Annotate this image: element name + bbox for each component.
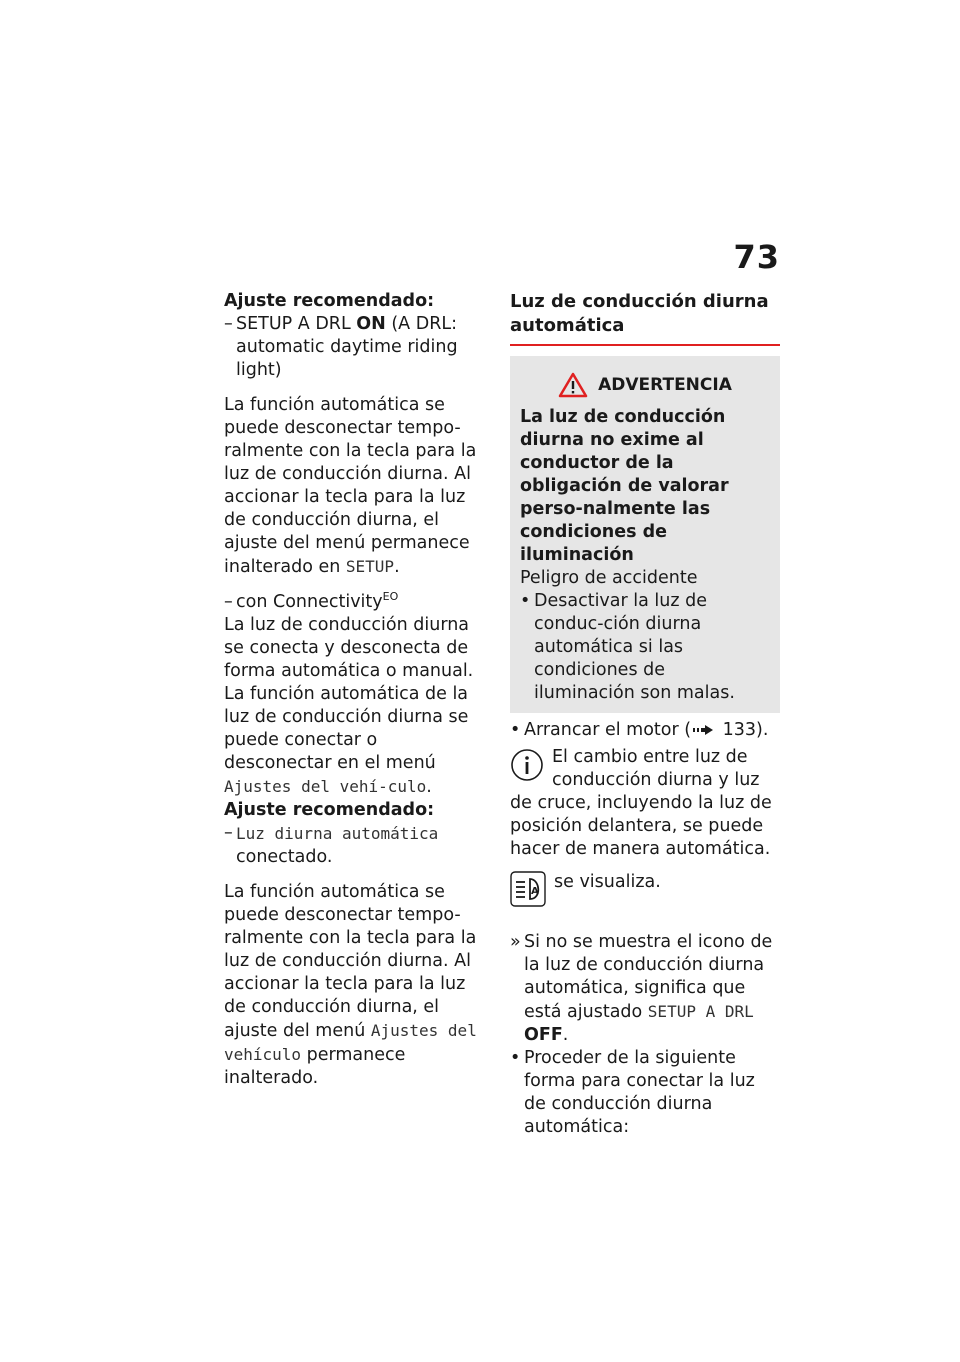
- option-code: EO: [382, 590, 399, 604]
- recommended-setting-heading-2: Ajuste recomendado:: [224, 800, 435, 820]
- warning-bullet: • Desactivar la luz de conduc-ción diurna automática si las condiciones de iluminación son malas.: [520, 591, 735, 703]
- page-number: 73: [733, 238, 780, 276]
- setup-explanation: (A DRL: automatic daytime riding light): [236, 314, 458, 380]
- menu-name: Ajustes del vehículo: [224, 1021, 477, 1064]
- section-heading: Luz de conducción diurna automática: [510, 291, 769, 336]
- right-column: [510, 290, 780, 1139]
- step-proceed: • Proceder de la siguiente forma para conectar la luz de conducción diurna automática:: [510, 1048, 755, 1137]
- menu-option: Luz diurna automática: [236, 824, 439, 843]
- dash-mark: –: [224, 314, 233, 334]
- connectivity-paragraph: La luz de conducción diurna se conecta y desconecta de forma automática o manual.: [224, 615, 474, 681]
- left-column: [224, 290, 490, 1090]
- recommended-setting-item: [224, 313, 490, 382]
- info-note: El cambio entre luz de conducción diurna y luz de cruce, incluyendo la luz de posición delantera, se puede hacer de manera automática.: [510, 747, 772, 859]
- menu-path: SETUP A DRL: [647, 1002, 754, 1021]
- auto-daytime-light-icon: [510, 871, 546, 907]
- recommended-setting-item-2: – Luz diurna automática conectado.: [224, 823, 439, 867]
- warning-title: ADVERTENCIA: [598, 374, 732, 395]
- warning-text: La luz de conducción diurna no exime al conductor de la obligación de valorar perso-nalmente las condiciones de iluminación: [520, 407, 729, 565]
- setting-value: ON: [356, 314, 386, 334]
- info-icon: [510, 748, 544, 782]
- menu-name: SETUP: [345, 557, 395, 576]
- step-start-engine: • Arrancar el motor ( 133).: [510, 720, 769, 740]
- setting-value: OFF: [524, 1025, 563, 1045]
- danger-text: Peligro de accidente: [520, 568, 698, 588]
- auto-function-paragraph-2: La función automática se puede desconectar tempo-ralmente con la tecla para la luz de conducción diurna. Al accionar la tecla para la luz de conducción diurna, el ajuste del menú Ajustes del vehículo permanece inalterado.: [224, 882, 477, 1088]
- warning-triangle-icon: [558, 372, 588, 398]
- svg-text:A: A: [531, 886, 539, 897]
- auto-function-paragraph: La función automática se puede desconectar tempo-ralmente con la tecla para la luz de conducción diurna. Al accionar la tecla para la luz de conducción diurna, el ajuste del menú permanece inalterado en SETUP.: [224, 395, 477, 577]
- setup-path: SETUP A DRL: [236, 314, 357, 334]
- recommended-setting-heading: Ajuste recomendado:: [224, 291, 435, 311]
- vehicle-settings-paragraph: La función automática de la luz de conducción diurna se puede conectar o desconectar en el menú Ajustes del vehí-culo.: [224, 684, 469, 797]
- page-reference: 133).: [717, 720, 769, 740]
- auto-drl-icon-note: A se visualiza.: [510, 871, 780, 917]
- page-reference-arrow-icon: [693, 724, 715, 736]
- warning-box: [510, 356, 780, 713]
- result-note: » Si no se muestra el icono de la luz de conducción diurna automática, significa que está ajustado SETUP A DRL OFF.: [510, 932, 773, 1045]
- menu-name: Ajustes del vehí-culo: [224, 777, 427, 796]
- connectivity-condition: – con Connectivity$^{EO}$: [224, 590, 399, 612]
